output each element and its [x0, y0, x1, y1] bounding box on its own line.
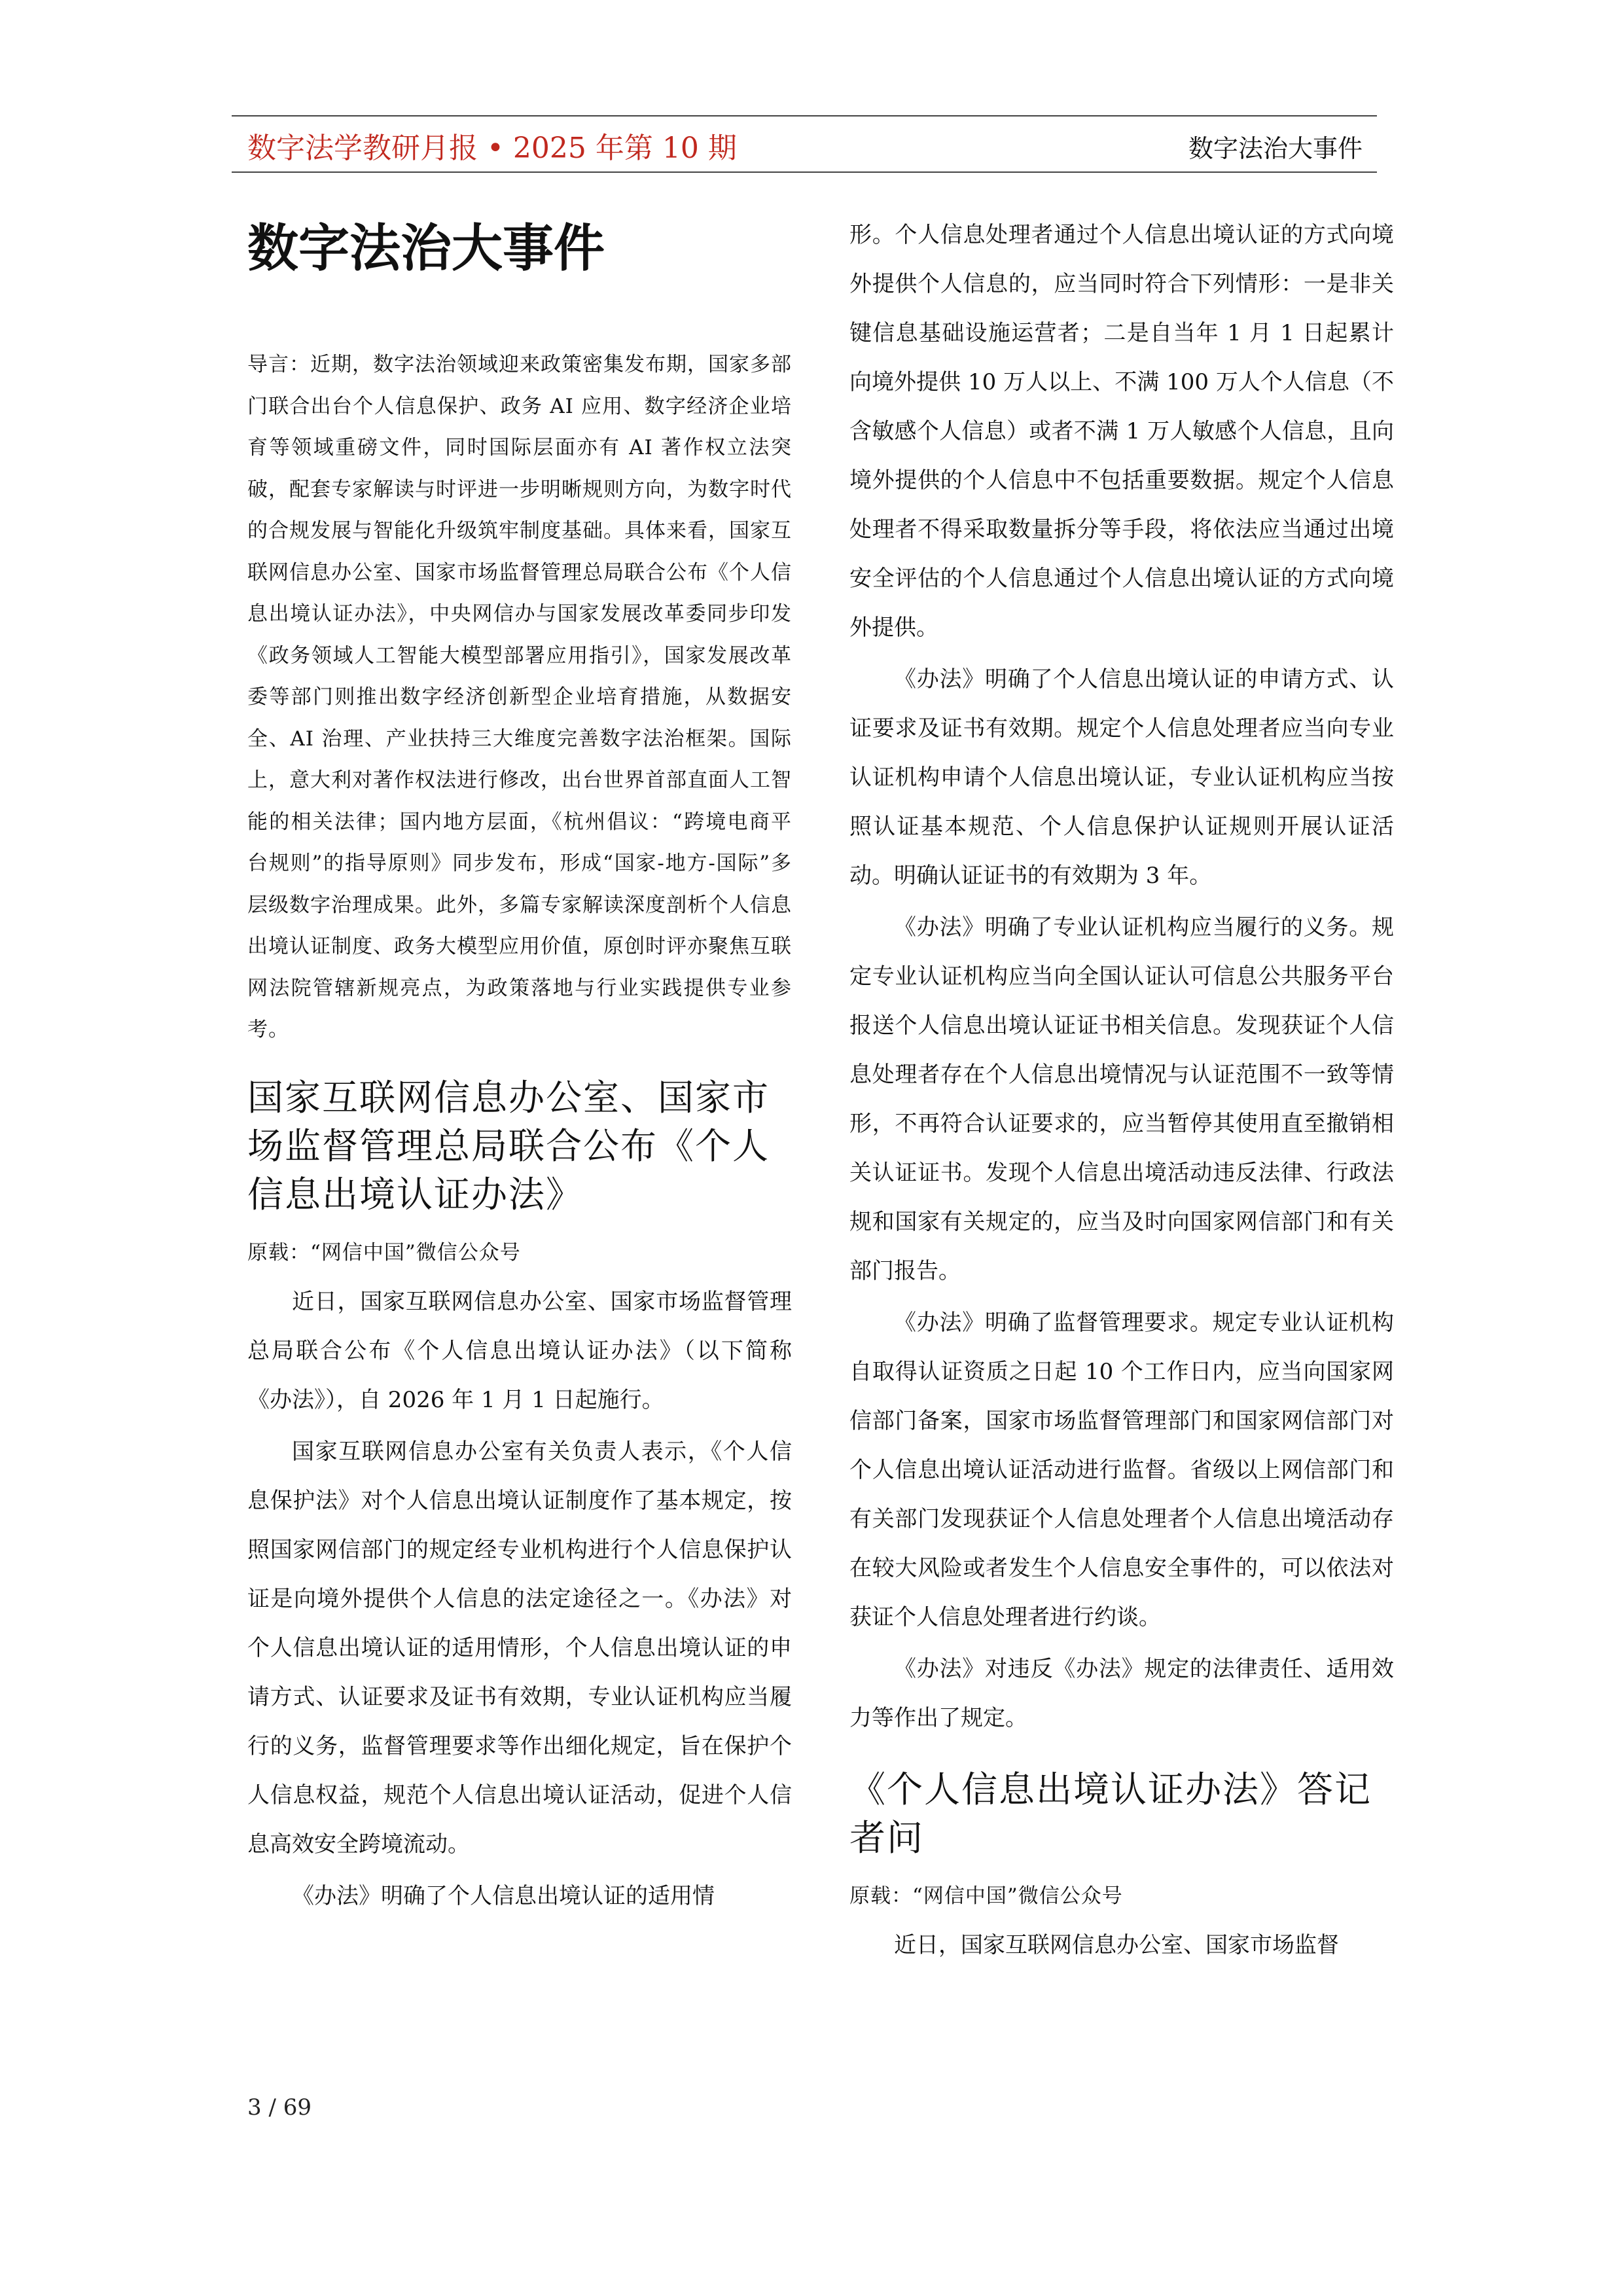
body-paragraph: 《办法》明确了专业认证机构应当履行的义务。规定专业认证机构应当向全国认证认可信息公共服务平台报送个人信息出境认证证书相关信息。发现获证个人信息处理者存在个人信息出境情况与认证范围不一致等情形，不再符合认证要求的，应当暂停其使用直至撤销相关认证证书。发现个人信息出境活动违反法律、行政法规和国家有关规定的，应当及时向国家网信部门和有关部门报告。	[849, 914, 1394, 1284]
journal-title: 数字法学教研月报 • 2025 年第 10 期	[247, 132, 737, 165]
right-column	[849, 211, 1394, 1973]
header-bottom-rule	[232, 171, 1377, 173]
body-paragraph: 《办法》对违反《办法》规定的法律责任、适用效力等作出了规定。	[849, 1656, 1394, 1731]
left-column	[247, 208, 792, 1924]
body-paragraph: 国家互联网信息办公室有关负责人表示，《个人信息保护法》对个人信息出境认证制度作了基本规定，按照国家网信部门的规定经专业机构进行个人信息保护认证是向境外提供个人信息的法定途径之一。《办法》对个人信息出境认证的适用情形，个人信息出境认证的申请方式、认证要求及证书有效期，专业认证机构应当履行的义务，监督管理要求等作出细化规定，旨在保护个人信息权益，规范个人信息出境认证活动，促进个人信息高效安全跨境流动。	[247, 1438, 792, 1857]
body-paragraph-continued: 形。个人信息处理者通过个人信息出境认证的方式向境外提供个人信息的，应当同时符合下列情形：一是非关键信息基础设施运营者；二是自当年 1 月 1 日起累计向境外提供 10 万人以上、不满 100 万人个人信息（不含敏感个人信息）或者不满 1 万人敏感个人信息，且向境外提供的个人信息中不包括重要数据。规定个人信息处理者不得采取数量拆分等手段，将依法应当通过出境安全评估的个人信息通过个人信息出境认证的方式向境外提供。	[849, 222, 1394, 641]
body-paragraph: 近日，国家互联网信息办公室、国家市场监督管理总局联合公布《个人信息出境认证办法》（以下简称《办法》），自 2026 年 1 月 1 日起施行。	[247, 1288, 792, 1413]
body-paragraph: 《办法》明确了监督管理要求。规定专业认证机构自取得认证资质之日起 10 个工作日内，应当向国家网信部门备案，国家市场监督管理部门和国家网信部门对个人信息出境认证活动进行监督。省级以上网信部门和有关部门发现获证个人信息处理者个人信息出境活动存在较大风险或者发生个人信息安全事件的，可以依法对获证个人信息处理者进行约谈。	[849, 1310, 1394, 1630]
body-paragraph: 《办法》明确了个人信息出境认证的申请方式、认证要求及证书有效期。规定个人信息处理者应当向专业认证机构申请个人信息出境认证，专业认证机构应当按照认证基本规范、个人信息保护认证规则开展认证活动。明确认证证书的有效期为 3 年。	[849, 666, 1394, 889]
page-number: 3 / 69	[247, 2094, 312, 2121]
body-paragraph: 《办法》明确了个人信息出境认证的适用情	[292, 1882, 715, 1909]
section-title: 国家互联网信息办公室、国家市场监督管理总局联合公布《个人信息出境认证办法》	[247, 1076, 770, 1215]
page-title: 数字法治大事件	[247, 219, 605, 278]
section-title: 《个人信息出境认证办法》答记者问	[849, 1768, 1372, 1859]
header-top-rule	[232, 115, 1377, 117]
section-header-label: 数字法治大事件	[1188, 134, 1363, 163]
source-note: 原载：“网信中国”微信公众号	[849, 1884, 1123, 1908]
source-note: 原载：“网信中国”微信公众号	[247, 1240, 521, 1265]
body-paragraph: 近日，国家互联网信息办公室、国家市场监督	[894, 1932, 1339, 1958]
intro-paragraph: 导言：近期，数字法治领域迎来政策密集发布期，国家多部门联合出台个人信息保护、政务 AI 应用、数字经济企业培育等领域重磅文件，同时国际层面亦有 AI 著作权立法突破，配套专家解读与时评进一步明晰规则方向，为数字时代的合规发展与智能化升级筑牢制度基础。具体来看，国家互联网信息办公室、国家市场监督管理总局联合公布《个人信息出境认证办法》，中央网信办与国家发展改革委同步印发《政务领域人工智能大模型部署应用指引》，国家发展改革委等部门则推出数字经济创新型企业培育措施，从数据安全、AI 治理、产业扶持三大维度完善数字法治框架。国际上，意大利对著作权法进行修改，出台世界首部直面人工智能的相关法律；国内地方层面，《杭州倡议：“跨境电商平台规则”的指导原则》同步发布，形成“国家-地方-国际”多层级数字治理成果。此外，多篇专家解读深度剖析个人信息出境认证制度、政务大模型应用价值，原创时评亦聚焦互联网法院管辖新规亮点，为政策落地与行业实践提供专业参考。	[247, 353, 792, 1041]
